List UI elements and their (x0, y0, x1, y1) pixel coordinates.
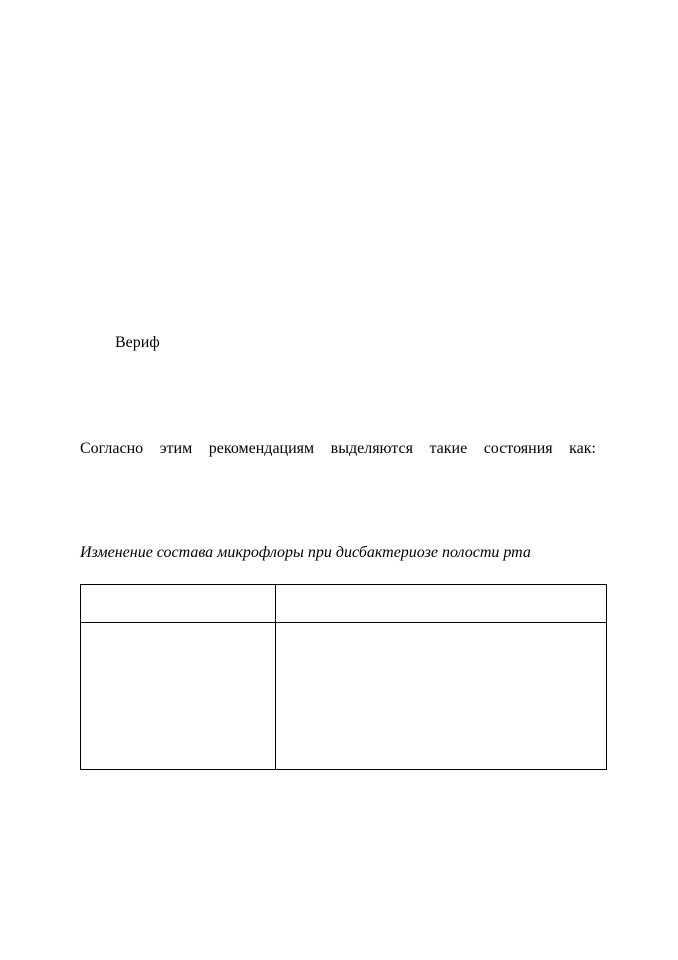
table-cell (276, 623, 607, 770)
table-row (81, 585, 607, 623)
microflora-table (80, 584, 607, 770)
body-paragraph: Согласно этим рекомендациям выделяются такие состояния как: (80, 440, 596, 457)
table-cell (276, 585, 607, 623)
text-fragment: Вериф (115, 334, 160, 351)
table-cell (81, 585, 276, 623)
table-row (81, 623, 607, 770)
table-cell (81, 623, 276, 770)
table-caption: Изменение состава микрофлоры при дисбактериозе полости рта (80, 544, 531, 561)
